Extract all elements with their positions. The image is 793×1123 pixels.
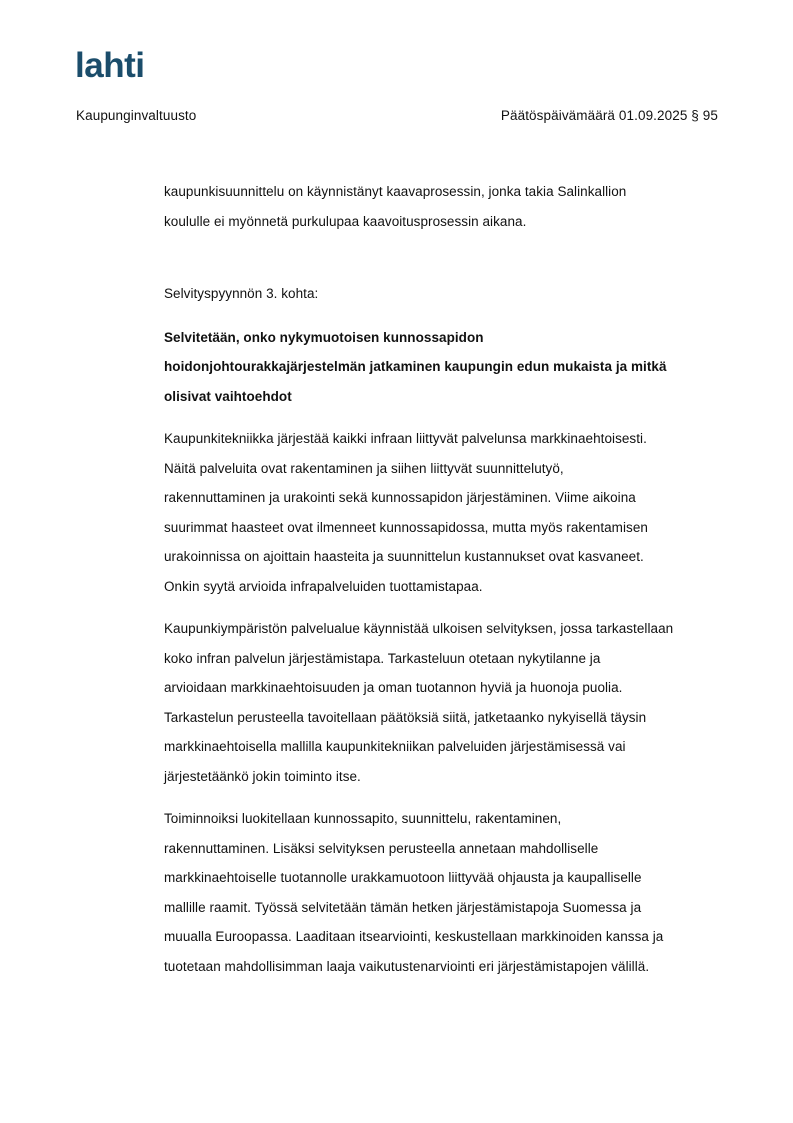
question-line: Selvitetään, onko nykymuotoisen kunnossapidon [164,329,484,345]
document-organ: Kaupunginvaltuusto [76,108,197,123]
paragraph1-line: Onkin syytä arvioida infrapalveluiden tuottamistapaa. [164,578,483,594]
section-label: Selvityspyynnön 3. kohta: [164,286,319,301]
paragraph3-line: mallille raamit. Työssä selvitetään tämän hetken järjestämistapoja Suomessa ja [164,899,642,915]
question-line: hoidonjohtourakkajärjestelmän jatkaminen kaupungin edun mukaista ja mitkä [164,359,667,374]
paragraph2-line: markkinaehtoisella mallilla kaupunkitekniikan palveluiden järjestämisessä vai [164,739,626,754]
paragraph1-line: Näitä palveluita ovat rakentaminen ja siihen liittyvät suunnittelutyö, [164,460,564,476]
paragraph1-line: rakennuttaminen ja urakointi sekä kunnossapidon järjestäminen. Viime aikoina [164,490,636,505]
paragraph1-line: suurimmat haasteet ovat ilmenneet kunnossapidossa, mutta myös rakentamisen [164,519,648,535]
lahti-logo-mark [75,44,167,84]
document-body [164,177,724,981]
intro-line: kaupunkisuunnittelu on käynnistänyt kaavaprosessin, jonka takia Salinkallion [164,184,627,199]
decision-date: Päätöspäivämäärä 01.09.2025 § 95 [500,108,718,123]
svg-text:lahti: lahti [75,46,145,84]
question-line: olisivat vaihtoehdot [164,388,292,404]
paragraph2-line: Tarkastelun perusteella tavoitellaan päätöksiä siitä, jatketaanko nykyisellä täysin [164,709,647,725]
paragraph3-line: markkinaehtoiselle tuotannolle urakkamuotoon liittyvää ohjausta ja kaupalliselle [164,870,642,885]
lahti-logo [75,44,167,84]
paragraph2-line: Kaupunkiympäristön palvelualue käynnistää ulkoisen selvityksen, jossa tarkastellaan [164,621,674,636]
paragraph3-line: Toiminnoiksi luokitellaan kunnossapito, suunnittelu, rakentaminen, [164,811,562,826]
paragraph1-line: urakoinnissa on ajoittain haasteita ja suunnittelun kustannukset ovat kasvaneet. [164,549,644,564]
paragraph2-line: arvioidaan markkinaehtoisuuden ja oman tuotannon hyviä ja huonoja puolia. [164,680,623,695]
intro-line: koululle ei myönnetä purkulupaa kaavoitusprosessin aikana. [164,213,527,229]
paragraph3-line: tuotetaan mahdollisimman laaja vaikutustenarviointi eri järjestämistapojen välillä. [164,958,650,974]
paragraph3-line: rakennuttaminen. Lisäksi selvityksen perusteella annetaan mahdolliselle [164,840,599,856]
paragraph2-line: koko infran palvelun järjestämistapa. Tarkasteluun otetaan nykytilanne ja [164,650,601,666]
paragraph3-line: muualla Euroopassa. Laaditaan itsearviointi, keskustellaan markkinoiden kanssa ja [164,929,664,944]
paragraph2-line: järjestetäänkö jokin toiminto itse. [164,768,361,784]
paragraph1-line: Kaupunkitekniikka järjestää kaikki infraan liittyvät palvelunsa markkinaehtoisesti. [164,431,647,446]
